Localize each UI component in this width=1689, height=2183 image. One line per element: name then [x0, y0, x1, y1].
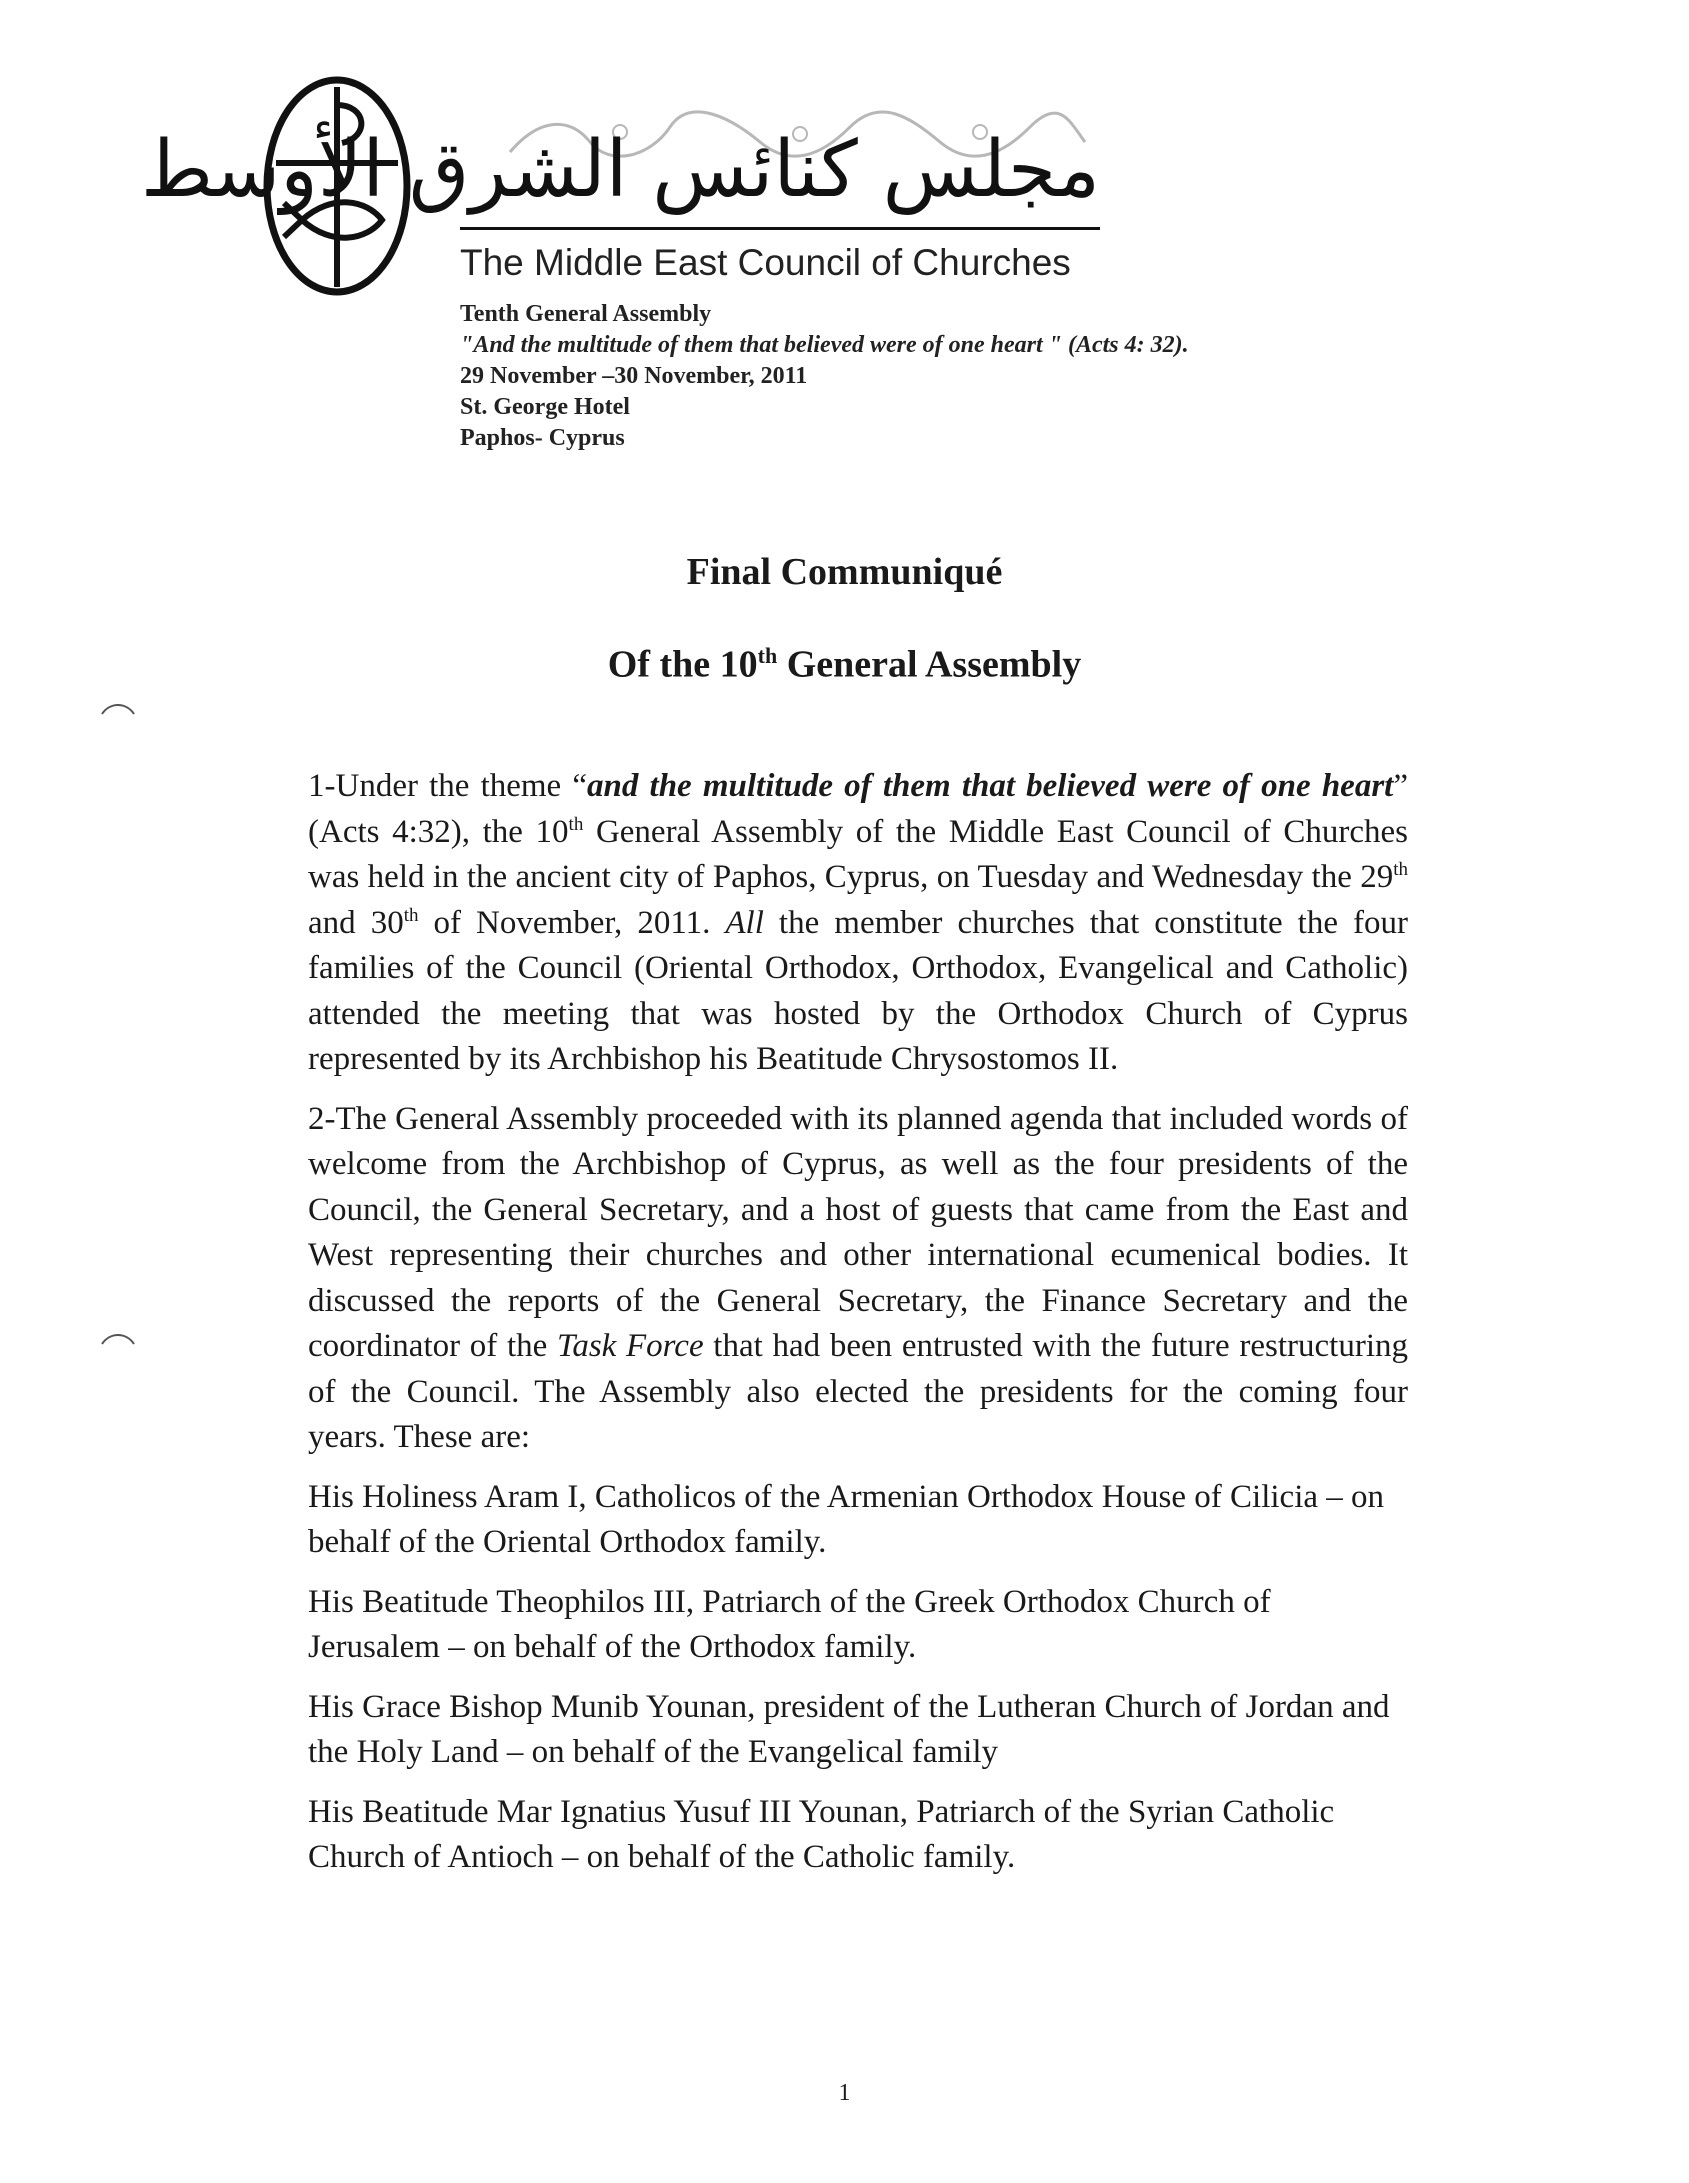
assembly-name: Tenth General Assembly: [460, 301, 712, 327]
punch-hole-mark: [100, 1330, 136, 1346]
paragraph-1: 1-Under the theme “and the multitude of them that believed were of one heart” (Acts 4:32), the 10th General Assembly of the Middle East Council of Churches was held in the ancient city of Paphos, Cyprus, on Tuesday and Wednesday the 29th and 30th of November, 2011. All the member churches that constitute the four families of the Council (Oriental Orthodox, Orthodox, Evangelical and Catholic) attended the meeting that was hosted by the Orthodox Church of Cyprus represented by its Archbishop his Beatitude Chrysostomos II.: [308, 768, 1408, 1077]
page-number: 1: [838, 2080, 851, 2106]
president-entry: His Beatitude Mar Ignatius Yusuf III Younan, Patriarch of the Syrian Catholic Church of Antioch – on behalf of the Catholic family.: [308, 1793, 1335, 1875]
assembly-details: [460, 299, 1460, 454]
arabic-title: مجلس كنائس الشرق الأوسط: [460, 110, 1100, 230]
title-line-2: Of the 10th General Assembly: [607, 643, 1082, 686]
punch-hole-mark: [100, 700, 136, 716]
assembly-motto: "And the multitude of them that believed were of one heart " (Acts 4: 32).: [460, 332, 1189, 358]
assembly-venue: St. George Hotel: [460, 394, 630, 420]
president-entry: His Beatitude Theophilos III, Patriarch of the Greek Orthodox Church of Jerusalem – on behalf of the Orthodox family.: [308, 1583, 1271, 1665]
assembly-location: Paphos- Cyprus: [460, 425, 625, 451]
assembly-dates: 29 November –30 November, 2011: [460, 363, 808, 389]
president-entry: His Holiness Aram I, Catholicos of the Armenian Orthodox House of Cilicia – on behalf of the Oriental Orthodox family.: [308, 1478, 1385, 1560]
president-entry: His Grace Bishop Munib Younan, president of the Lutheran Church of Jordan and the Holy Land – on behalf of the Evangelical family: [308, 1688, 1390, 1770]
document-title: [0, 548, 1689, 689]
document-body: [308, 764, 1408, 1895]
title-line-1: Final Communiqué: [686, 551, 1003, 593]
organization-name: The Middle East Council of Churches: [460, 242, 1071, 283]
paragraph-2: 2-The General Assembly proceeded with its planned agenda that included words of welcome from the Archbishop of Cyprus, as well as the four presidents of the Council, the General Secretary, and a host of guests that came from the East and West representing their churches and other international ecumenical bodies. It discussed the reports of the General Secretary, the Finance Secretary and the coordinator of the Task Force that had been entrusted with the future restructuring of the Council. The Assembly also elected the presidents for the coming four years. These are:: [308, 1100, 1408, 1455]
